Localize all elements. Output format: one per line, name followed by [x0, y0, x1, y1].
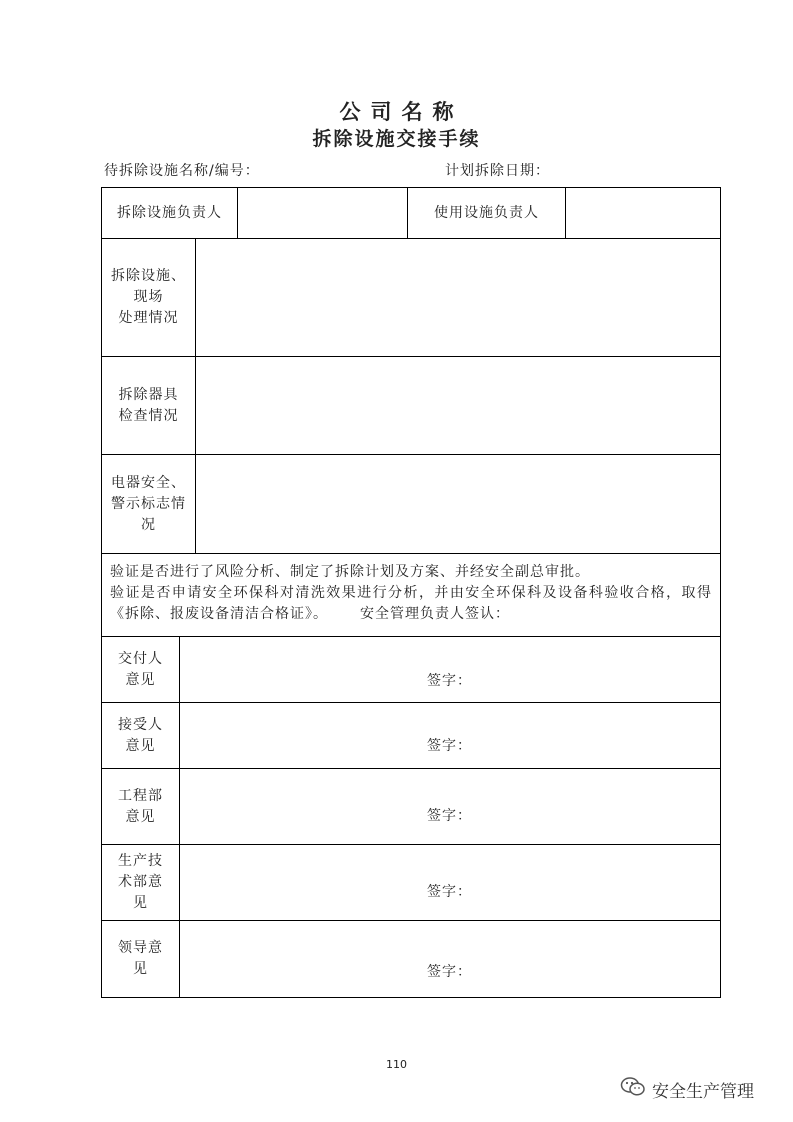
- facility-name-label: 待拆除设施名称/编号：: [104, 163, 260, 179]
- opinion-row-receiver: [101, 702, 721, 769]
- verification-text: [110, 562, 712, 625]
- site-handling-field[interactable]: [196, 239, 720, 356]
- watermark: [620, 1076, 754, 1103]
- electrical-safety-label-line2: 警示标志情: [111, 495, 186, 512]
- tools-check-label-line2: 检查情况: [118, 407, 179, 424]
- verification-line1: 验证是否进行了风险分析、制定了拆除计划及方案、并经安全副总审批。: [110, 564, 590, 580]
- planned-date-label: 计划拆除日期：: [445, 163, 550, 179]
- signature-label: 签字：: [427, 738, 472, 754]
- opinion-label: 生产技 术部意 见: [118, 853, 163, 911]
- responsible-row: [101, 187, 721, 239]
- site-handling-row: [101, 238, 721, 357]
- opinion-row-production-tech: [101, 844, 721, 921]
- signature-label: 签字：: [427, 808, 472, 824]
- wechat-icon: [620, 1076, 652, 1103]
- demolition-lead-label: 拆除设施负责人: [117, 204, 222, 221]
- opinion-field[interactable]: [180, 921, 720, 997]
- user-lead-field[interactable]: [566, 188, 720, 238]
- site-handling-label-line2: 现场: [133, 289, 164, 305]
- tools-check-label-line1: 拆除器具: [118, 386, 179, 403]
- opinion-row-deliverer: [101, 636, 721, 703]
- site-handling-label-line3: 处理情况: [118, 310, 179, 326]
- electrical-safety-row: [101, 454, 721, 554]
- tools-check-row: [101, 356, 721, 455]
- opinion-label: 接受人 意见: [118, 716, 163, 754]
- tools-check-label: [102, 357, 195, 454]
- document-title: 拆除设施交接手续: [312, 128, 481, 150]
- verification-line2: 验证是否申请安全环保科对清洗效果进行分析，并由安全环保科及设备科验收合格，取得《拆除、报废设备清洁合格证》。 安全管理负责人签认：: [110, 585, 712, 622]
- electrical-safety-label-line3: 况: [141, 516, 156, 533]
- electrical-safety-label: [102, 455, 195, 553]
- user-lead-label: 使用设施负责人: [434, 204, 539, 221]
- opinion-label: 交付人 意见: [118, 650, 163, 688]
- tools-check-field[interactable]: [196, 357, 720, 454]
- company-name: 公司名称: [339, 99, 464, 124]
- opinion-label: 领导意 见: [118, 940, 163, 977]
- opinion-row-engineering: [101, 768, 721, 845]
- page-number: 110: [386, 1058, 407, 1071]
- opinion-row-leadership: [101, 920, 721, 998]
- demolition-lead-field[interactable]: [238, 188, 407, 238]
- electrical-safety-label-line1: 电器安全、: [111, 474, 186, 491]
- signature-label: 签字：: [427, 964, 472, 980]
- site-handling-label: [102, 239, 195, 356]
- verification-row: [101, 553, 721, 637]
- site-handling-label-line1: 拆除设施、: [111, 268, 186, 284]
- electrical-safety-field[interactable]: [196, 455, 720, 553]
- watermark-text: 安全生产管理: [652, 1082, 754, 1102]
- signature-label: 签字：: [427, 884, 472, 900]
- safety-manager-sign-label: 安全管理负责人签认：: [360, 606, 510, 622]
- signature-label: 签字：: [427, 673, 472, 689]
- opinion-label: 工程部 意见: [118, 787, 163, 825]
